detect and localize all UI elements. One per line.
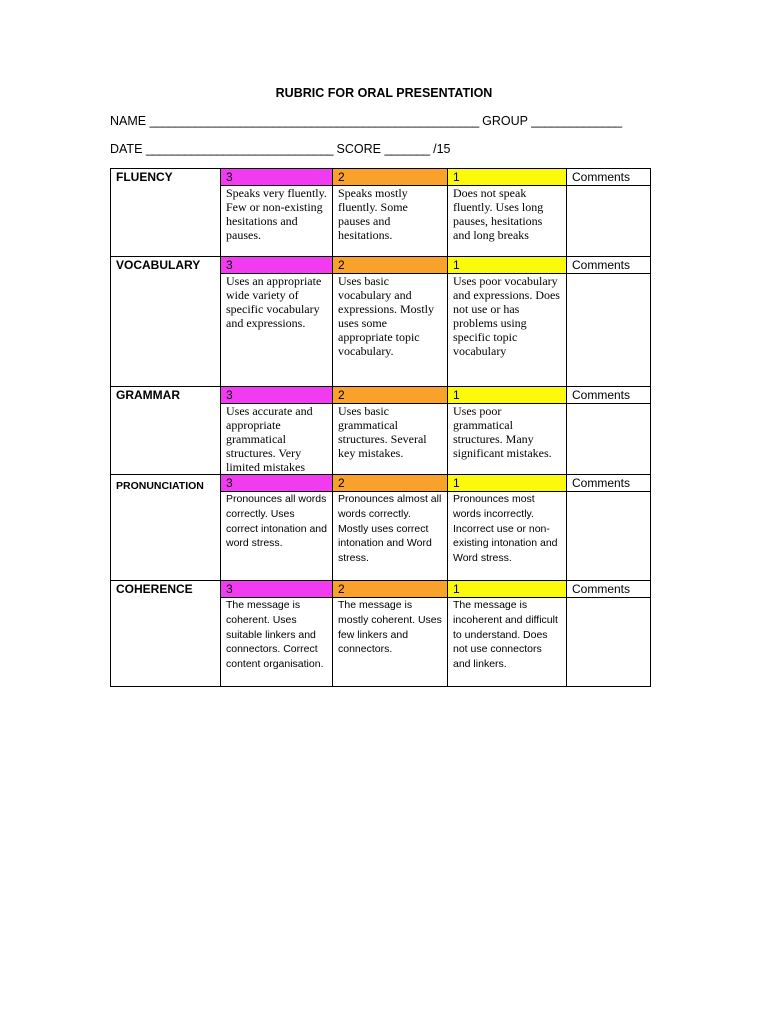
score-label: SCORE: [336, 142, 381, 156]
criterion-name: FLUENCY: [111, 169, 221, 257]
score-1-header: 1: [448, 475, 567, 492]
score-2-header: 2: [333, 257, 448, 274]
score-header-row: [111, 169, 651, 186]
comments-header: Comments: [567, 257, 651, 274]
score-3-header: 3: [221, 387, 333, 404]
score-3-descriptor: Pronounces all words correctly. Uses correct intonation and word stress.: [221, 492, 333, 581]
criterion-name: VOCABULARY: [111, 257, 221, 387]
name-blank[interactable]: ___________________________________________________: [149, 114, 479, 128]
score-1-header: 1: [448, 257, 567, 274]
group-label: GROUP: [482, 114, 528, 128]
score-3-header: 3: [221, 169, 333, 186]
score-2-header: 2: [333, 169, 448, 186]
score-3-header: 3: [221, 475, 333, 492]
score-3-descriptor: The message is coherent. Uses suitable linkers and connectors. Correct content organisation.: [221, 598, 333, 687]
comments-cell[interactable]: [567, 186, 651, 257]
comments-header: Comments: [567, 581, 651, 598]
comments-cell[interactable]: [567, 492, 651, 581]
score-1-descriptor: The message is incoherent and difficult to understand. Does not use connectors and linkers.: [448, 598, 567, 687]
score-header-row: [111, 581, 651, 598]
score-2-descriptor: Pronounces almost all words correctly. Mostly uses correct intonation and Word stress.: [333, 492, 448, 581]
comments-cell[interactable]: [567, 274, 651, 387]
group-blank[interactable]: ______________: [531, 114, 622, 128]
score-header-row: [111, 475, 651, 492]
score-total: /15: [433, 142, 451, 156]
score-3-descriptor: Speaks very fluently. Few or non-existing hesitations and pauses.: [221, 186, 333, 257]
document-title: RUBRIC FOR ORAL PRESENTATION: [275, 86, 493, 100]
comments-header: Comments: [567, 169, 651, 186]
score-1-descriptor: Uses poor grammatical structures. Many significant mistakes.: [448, 404, 567, 475]
score-3-descriptor: Uses accurate and appropriate grammatical structures. Very limited mistakes: [221, 404, 333, 475]
score-header-row: [111, 257, 651, 274]
comments-header: Comments: [567, 387, 651, 404]
date-blank[interactable]: _____________________________: [145, 142, 334, 156]
score-2-header: 2: [333, 475, 448, 492]
criterion-name: PRONUNCIATION: [111, 475, 221, 581]
score-2-header: 2: [333, 387, 448, 404]
score-2-descriptor: The message is mostly coherent. Uses few linkers and connectors.: [333, 598, 448, 687]
comments-cell[interactable]: [567, 404, 651, 475]
score-2-descriptor: Uses basic grammatical structures. Several key mistakes.: [333, 404, 448, 475]
score-3-header: 3: [221, 581, 333, 598]
score-3-descriptor: Uses an appropriate wide variety of specific vocabulary and expressions.: [221, 274, 333, 387]
score-1-descriptor: Pronounces most words incorrectly. Incorrect use or non-existing intonation and Word stress.: [448, 492, 567, 581]
score-header-row: [111, 387, 651, 404]
name-label: NAME: [110, 114, 147, 128]
date-line: [110, 142, 450, 156]
score-1-header: 1: [448, 169, 567, 186]
comments-cell[interactable]: [567, 598, 651, 687]
score-2-descriptor: Speaks mostly fluently. Some pauses and hesitations.: [333, 186, 448, 257]
criterion-name: GRAMMAR: [111, 387, 221, 475]
name-line: [110, 114, 622, 128]
score-1-descriptor: Does not speak fluently. Uses long pauses, hesitations and long breaks: [448, 186, 567, 257]
score-2-header: 2: [333, 581, 448, 598]
date-label: DATE: [110, 142, 143, 156]
comments-header: Comments: [567, 475, 651, 492]
rubric-table: [110, 168, 651, 687]
score-blank[interactable]: _______: [384, 142, 430, 156]
score-1-header: 1: [448, 387, 567, 404]
score-3-header: 3: [221, 257, 333, 274]
score-1-descriptor: Uses poor vocabulary and expressions. Does not use or has problems using specific topic vocabulary: [448, 274, 567, 387]
score-1-header: 1: [448, 581, 567, 598]
score-2-descriptor: Uses basic vocabulary and expressions. Mostly uses some appropriate topic vocabulary.: [333, 274, 448, 387]
criterion-name: COHERENCE: [111, 581, 221, 687]
